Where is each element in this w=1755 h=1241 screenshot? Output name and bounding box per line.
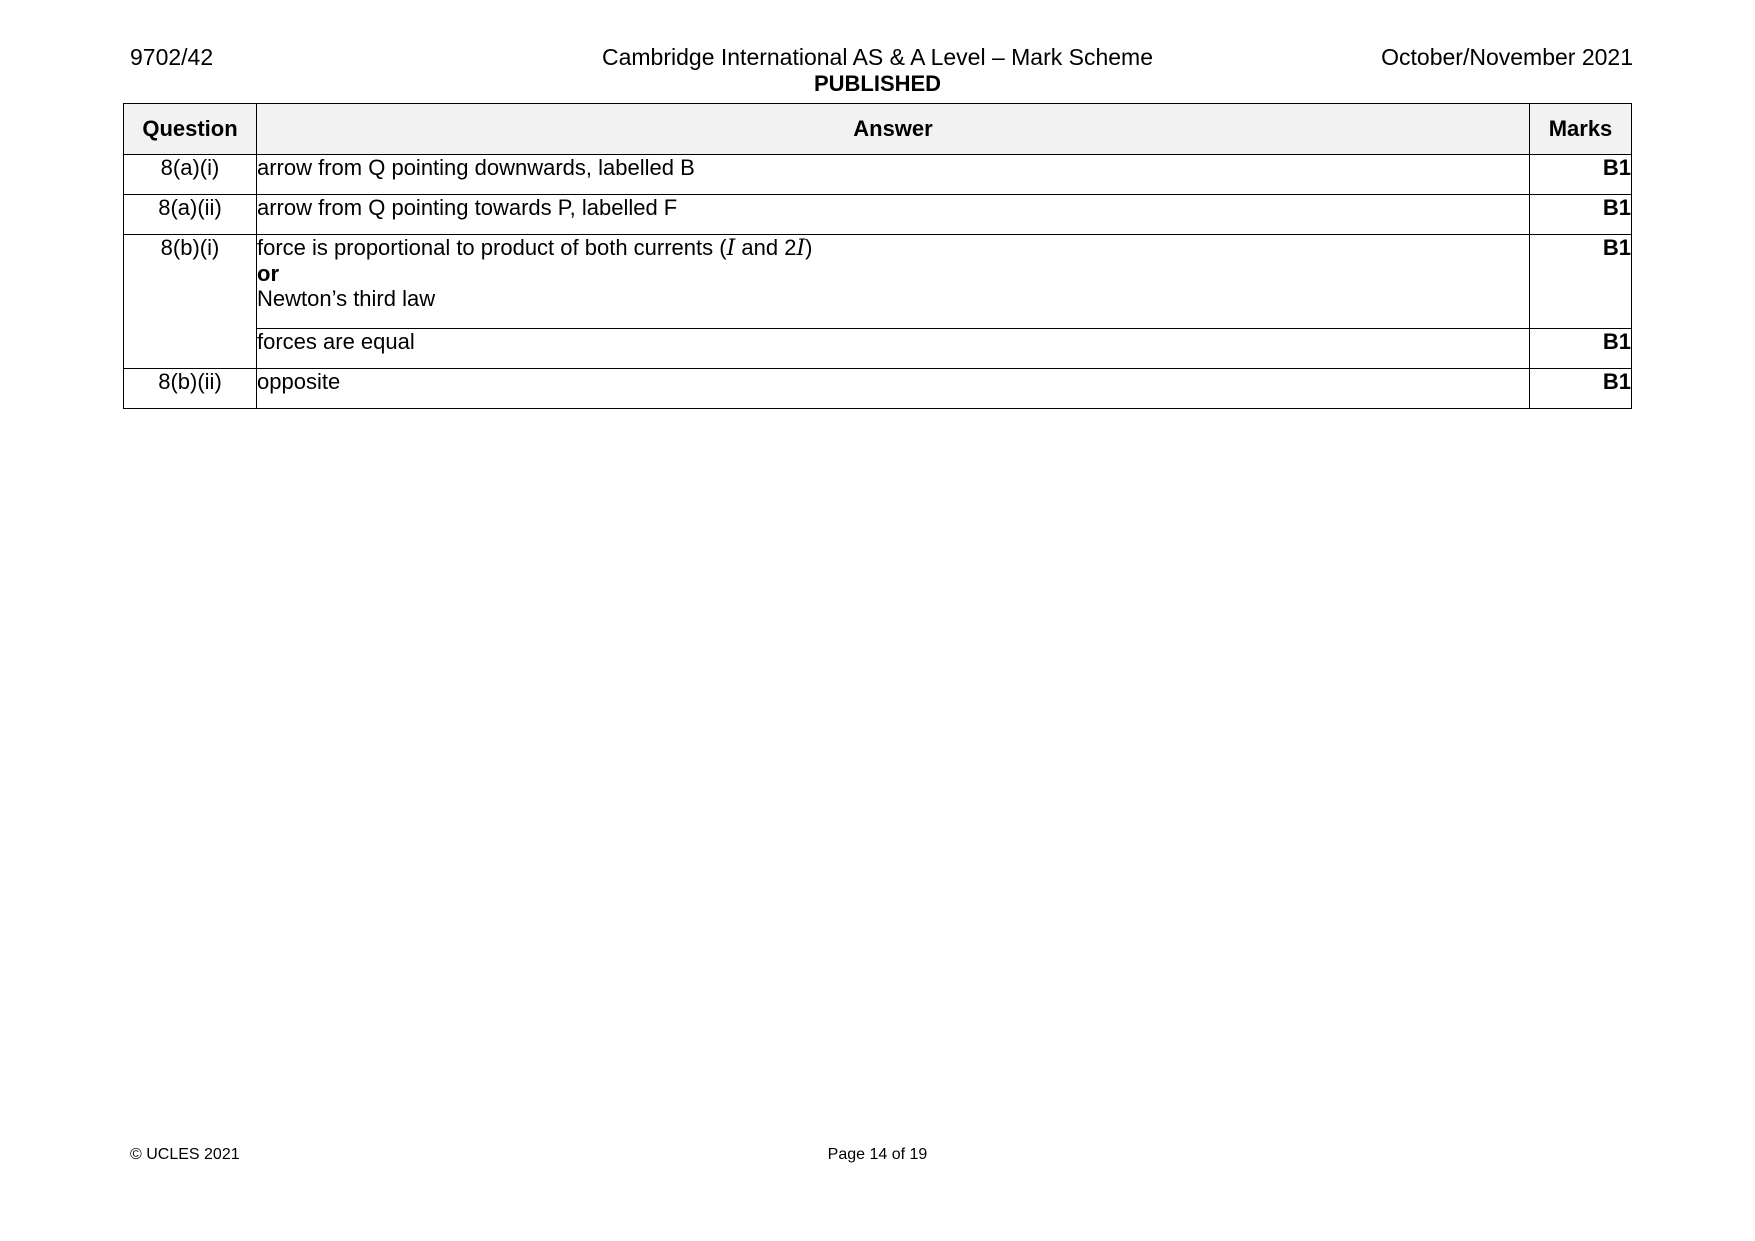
answer-text (257, 235, 1530, 329)
marks-value: B1 (1530, 369, 1632, 409)
answer-text: arrow from Q pointing downwards, labelled B (257, 155, 1530, 195)
exam-session: October/November 2021 (1381, 44, 1633, 70)
published-label: PUBLISHED (813, 71, 942, 96)
header-answer: Answer (257, 104, 1530, 155)
mark-scheme-table (123, 103, 1632, 409)
page-number: Page 14 of 19 (827, 1146, 928, 1163)
question-number: 8(a)(ii) (124, 195, 257, 235)
table-row (124, 329, 1632, 369)
header-marks: Marks (1530, 104, 1632, 155)
table-row (124, 155, 1632, 195)
marks-value: B1 (1530, 329, 1632, 369)
document-title: Cambridge International AS & A Level – Mark Scheme (601, 44, 1154, 70)
copyright: © UCLES 2021 (130, 1146, 240, 1163)
answer-line: Newton’s third law (257, 286, 436, 311)
marks-value: B1 (1530, 155, 1632, 195)
table-header-row (124, 104, 1632, 155)
answer-text: forces are equal (257, 329, 1530, 369)
answer-text: arrow from Q pointing towards P, labelled F (257, 195, 1530, 235)
answer-suffix: ) (805, 235, 813, 260)
question-number: 8(b)(i) (124, 235, 257, 369)
header-question: Question (124, 104, 257, 155)
marks-value: B1 (1530, 235, 1632, 329)
answer-text: opposite (257, 369, 1530, 409)
current-symbol: I (796, 236, 806, 261)
question-number: 8(a)(i) (124, 155, 257, 195)
table-row (124, 235, 1632, 329)
table-row (124, 369, 1632, 409)
answer-mid: and 2 (735, 235, 797, 260)
marks-value: B1 (1530, 195, 1632, 235)
question-number: 8(b)(ii) (124, 369, 257, 409)
table-row (124, 195, 1632, 235)
answer-prefix: force is proportional to product of both currents ( (257, 235, 727, 260)
current-symbol: I (726, 236, 736, 261)
paper-code: 9702/42 (130, 44, 214, 70)
alternative-or: or (257, 261, 279, 286)
answer-line (257, 235, 1529, 261)
